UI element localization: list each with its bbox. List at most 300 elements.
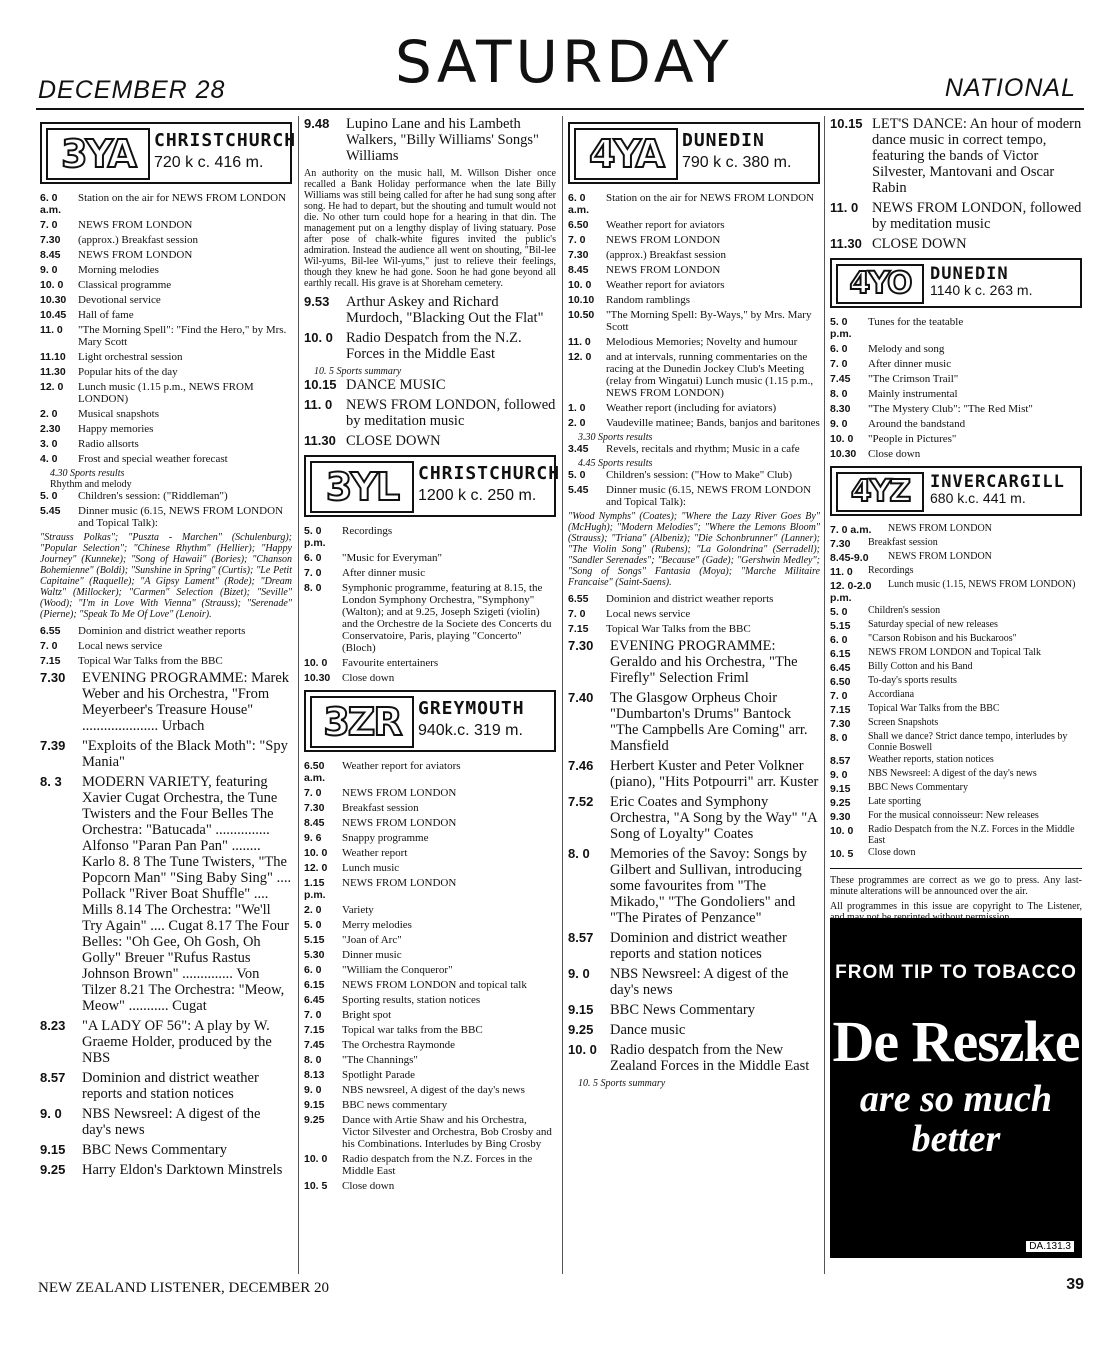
schedule-time: 5.45 xyxy=(40,505,61,517)
schedule-time: 11. 0 xyxy=(830,200,859,215)
schedule-time: 11. 0 xyxy=(830,566,853,578)
station-callsign: 3ZR xyxy=(310,696,414,748)
schedule-time: 8.57 xyxy=(40,1070,66,1085)
ad-tagline: FROM TIP TO TOBACCO xyxy=(835,962,1077,983)
schedule-description: NEWS FROM LONDON xyxy=(78,219,193,231)
schedule-description: Local news service xyxy=(78,640,163,652)
schedule-item xyxy=(40,1162,292,1178)
schedule-description: LET'S DANCE: An hour of modern dance music in correct tempo, featuring the bands of Victor Silvester, Mantovani and Oscar Rabin xyxy=(872,116,1082,196)
ad-slogan: are so much better xyxy=(859,1078,1053,1160)
schedule-item xyxy=(568,443,820,455)
schedule-item xyxy=(40,294,292,306)
schedule-list xyxy=(830,316,1082,460)
schedule-item xyxy=(304,397,556,429)
schedule-item xyxy=(304,525,556,549)
column-divider xyxy=(562,116,563,1274)
schedule-time: 8.30 xyxy=(830,403,851,415)
schedule-item xyxy=(304,760,556,784)
schedule-item xyxy=(304,832,556,844)
schedule-time: 7.30 xyxy=(830,718,851,730)
schedule-time: 6. 0 xyxy=(830,634,848,646)
column-2 xyxy=(304,116,561,1195)
schedule-item xyxy=(830,797,1082,809)
schedule-item xyxy=(304,877,556,901)
schedule-time: 9.15 xyxy=(830,783,851,795)
schedule-time: 5.15 xyxy=(304,934,325,946)
ad-brand: De Reszke xyxy=(832,1009,1080,1074)
schedule-time: 7. 0 xyxy=(40,219,58,231)
schedule-list-large xyxy=(304,294,556,362)
schedule-item xyxy=(830,236,1082,252)
schedule-description: Close down xyxy=(868,448,921,460)
schedule-description: "Music for Everyman" xyxy=(342,552,443,564)
schedule-item xyxy=(568,1022,820,1038)
schedule-description: EVENING PROGRAMME: Marek Weber and his Orchestra, "From Meyerbeer's Treasure House" ..................... Urbach xyxy=(82,670,290,734)
schedule-item xyxy=(830,620,1082,632)
schedule-description: NEWS FROM LONDON xyxy=(888,551,992,562)
schedule-time: 8.45 xyxy=(40,249,61,261)
schedule-description: Mainly instrumental xyxy=(868,388,958,400)
schedule-time: 8.57 xyxy=(568,930,594,945)
schedule-item xyxy=(568,593,820,605)
schedule-time: 12. 0 xyxy=(304,862,328,874)
schedule-description: NEWS FROM LONDON xyxy=(342,877,457,889)
schedule-description: Radio despatch from the N.Z. Forces in the Middle East xyxy=(342,1153,533,1177)
schedule-item xyxy=(830,732,1082,753)
schedule-time: 10. 0 xyxy=(568,279,592,291)
schedule-item xyxy=(568,249,820,261)
schedule-description: Harry Eldon's Darktown Minstrels xyxy=(82,1162,283,1178)
schedule-item xyxy=(830,316,1082,340)
schedule-item xyxy=(830,662,1082,674)
station-name: CHRISTCHURCH xyxy=(418,463,561,484)
schedule-item xyxy=(568,351,820,399)
schedule-item xyxy=(40,655,292,667)
column-3ya xyxy=(40,116,297,1182)
schedule-item xyxy=(568,294,820,306)
schedule-time: 12. 0 xyxy=(568,351,592,363)
schedule-description: Dominion and district weather reports and station notices xyxy=(82,1070,259,1102)
schedule-item xyxy=(40,1070,292,1102)
schedule-time: 6.45 xyxy=(304,994,325,1006)
schedule-time: 11.30 xyxy=(40,366,66,378)
schedule-time: 5. 0 xyxy=(40,490,58,502)
schedule-description: Shall we dance? Strict dance tempo, interludes by Connie Boswell xyxy=(868,731,1068,753)
schedule-item xyxy=(830,200,1082,232)
schedule-item xyxy=(304,294,556,326)
schedule-description: Morning melodies xyxy=(78,264,159,276)
schedule-description: Recordings xyxy=(868,565,914,576)
schedule-item xyxy=(304,582,556,654)
schedule-item xyxy=(830,538,1082,550)
schedule-description: NEWS FROM LONDON xyxy=(342,817,457,829)
schedule-item xyxy=(568,469,820,481)
schedule-item xyxy=(304,1069,556,1081)
schedule-item xyxy=(40,234,292,246)
schedule-item xyxy=(830,718,1082,730)
schedule-item xyxy=(304,979,556,991)
schedule-time: 12. 0 xyxy=(40,381,64,393)
schedule-time: 11.10 xyxy=(40,351,66,363)
schedule-description: Weather report for aviators xyxy=(342,760,461,772)
schedule-list xyxy=(40,192,292,465)
schedule-item xyxy=(568,623,820,635)
schedule-description: Billy Cotton and his Band xyxy=(868,661,973,672)
schedule-time: 7.15 xyxy=(830,704,851,716)
schedule-time: 7.30 xyxy=(40,234,61,246)
station-name: INVERCARGILL xyxy=(930,472,1065,492)
schedule-time: 6. 0 xyxy=(830,343,848,355)
schedule-item xyxy=(304,1009,556,1021)
station-frequency: 1140 k c. 263 m. xyxy=(930,282,1033,298)
schedule-time: 6.50 xyxy=(568,219,589,231)
schedule-item xyxy=(830,448,1082,460)
schedule-description: Radio Despatch from the N.Z. Forces in the Middle East xyxy=(346,330,522,362)
schedule-time: 10.15 xyxy=(830,116,863,131)
column-4ya xyxy=(568,116,820,1089)
schedule-item xyxy=(568,966,820,998)
schedule-description: Bright spot xyxy=(342,1009,392,1021)
schedule-description: Random ramblings xyxy=(606,294,691,306)
schedule-description: BBC News Commentary xyxy=(610,1002,755,1018)
station-header-4ya xyxy=(568,122,820,184)
schedule-time: 9.15 xyxy=(40,1142,66,1157)
schedule-item xyxy=(304,116,556,164)
schedule-item xyxy=(568,930,820,962)
schedule-description: After dinner music xyxy=(342,567,426,579)
schedule-item xyxy=(568,417,820,429)
schedule-description: Lunch music xyxy=(342,862,400,874)
footer-publication: NEW ZEALAND LISTENER, DECEMBER 20 xyxy=(38,1280,329,1296)
schedule-item xyxy=(40,625,292,637)
schedule-item xyxy=(304,1054,556,1066)
schedule-list xyxy=(568,192,820,429)
station-name: CHRISTCHURCH xyxy=(154,130,297,151)
schedule-item xyxy=(830,343,1082,355)
schedule-time: 7. 0 xyxy=(304,1009,322,1021)
schedule-time: 2. 0 xyxy=(40,408,58,420)
schedule-time: 8.45 xyxy=(568,264,589,276)
sub-item: 10. 5 Sports summary xyxy=(314,366,402,377)
schedule-time: 9.25 xyxy=(830,797,851,809)
schedule-item xyxy=(568,846,820,926)
schedule-description: CLOSE DOWN xyxy=(346,433,441,449)
schedule-item xyxy=(830,606,1082,618)
schedule-time: 10.30 xyxy=(40,294,67,306)
schedule-description: Weather report for aviators xyxy=(606,219,725,231)
schedule-time: 7. 0 xyxy=(568,608,586,620)
schedule-item xyxy=(40,640,292,652)
schedule-item xyxy=(830,433,1082,445)
schedule-time: 10. 0 xyxy=(304,657,328,669)
schedule-item xyxy=(40,490,292,502)
schedule-time: 10. 0 xyxy=(304,330,333,345)
schedule-item xyxy=(830,566,1082,578)
schedule-description: Saturday special of new releases xyxy=(868,619,998,630)
schedule-time: 9. 0 xyxy=(40,264,58,276)
station-callsign: 3YA xyxy=(46,128,150,180)
schedule-item xyxy=(830,811,1082,823)
schedule-time: 10. 0 xyxy=(40,279,64,291)
schedule-time: 5. 0 p.m. xyxy=(304,525,326,549)
schedule-item xyxy=(304,817,556,829)
schedule-description: Dance with Artie Shaw and his Orchestra, Victor Silvester and Orchestra, Bob Crosby and his Combinations. Interludes by Bing Crosby xyxy=(342,1114,552,1150)
schedule-description: Eric Coates and Symphony Orchestra, "A Song by the Way" "A Song of Loyalty" Coates xyxy=(610,794,817,842)
schedule-list xyxy=(304,760,556,1192)
schedule-description: (approx.) Breakfast session xyxy=(606,249,727,261)
schedule-item xyxy=(40,192,292,216)
schedule-item xyxy=(830,648,1082,660)
schedule-item xyxy=(304,934,556,946)
schedule-item xyxy=(304,1039,556,1051)
schedule-description: Radio Despatch from the N.Z. Forces in the Middle East xyxy=(868,824,1075,846)
schedule-item xyxy=(40,264,292,276)
schedule-description: Close down xyxy=(342,672,395,684)
schedule-description: Breakfast session xyxy=(868,537,938,548)
schedule-description: Dinner music (6.15, NEWS FROM LONDON and Topical Talk): xyxy=(78,505,284,529)
schedule-item xyxy=(304,552,556,564)
schedule-time: 10. 0 xyxy=(304,847,328,859)
schedule-time: 5.15 xyxy=(830,620,851,632)
schedule-item xyxy=(830,373,1082,385)
schedule-item xyxy=(568,279,820,291)
sub-item: 4.30 Sports results xyxy=(50,468,125,479)
schedule-description: BBC News Commentary xyxy=(82,1142,227,1158)
station-header-3ya xyxy=(40,122,297,184)
schedule-item xyxy=(568,264,820,276)
schedule-time: 7. 0 xyxy=(568,234,586,246)
schedule-item xyxy=(568,219,820,231)
schedule-time: 9.25 xyxy=(304,1114,325,1126)
schedule-item xyxy=(40,324,292,348)
schedule-description: "The Morning Spell: By-Ways," by Mrs. Mary Scott xyxy=(606,309,812,333)
schedule-time: 7.15 xyxy=(304,1024,325,1036)
schedule-time: 7. 0 xyxy=(830,690,848,702)
schedule-time: 9. 0 xyxy=(40,1106,62,1121)
schedule-item xyxy=(304,330,556,362)
schedule-description: Herbert Kuster and Peter Volkner (piano), "Hits Potpourri" arr. Kuster xyxy=(610,758,819,790)
schedule-item xyxy=(304,1114,556,1150)
station-header-4yo xyxy=(830,258,1082,308)
station-frequency: 940k.c. 319 m. xyxy=(418,722,523,739)
schedule-description: (approx.) Breakfast session xyxy=(78,234,199,246)
header-network: NATIONAL xyxy=(944,74,1076,102)
schedule-time: 8.45-9.0 xyxy=(830,552,869,564)
schedule-item xyxy=(304,567,556,579)
schedule-description: DANCE MUSIC xyxy=(346,377,446,393)
schedule-description: "Exploits of the Black Moth": "Spy Mania" xyxy=(82,738,288,770)
schedule-description: Lupino Lane and his Lambeth Walkers, "Billy Williams' Songs" Williams xyxy=(346,116,539,164)
schedule-time: 11.30 xyxy=(830,236,862,251)
schedule-item xyxy=(830,580,1082,604)
schedule-item xyxy=(568,1002,820,1018)
schedule-time: 9. 0 xyxy=(568,966,590,981)
schedule-time: 11. 0 xyxy=(568,336,591,348)
schedule-item xyxy=(568,309,820,333)
schedule-item xyxy=(40,774,292,1014)
schedule-description: Devotional service xyxy=(78,294,161,306)
schedule-list xyxy=(304,525,556,684)
schedule-description: Light orchestral session xyxy=(78,351,183,363)
header-rule xyxy=(36,108,1084,110)
schedule-item xyxy=(304,657,556,669)
schedule-item xyxy=(304,672,556,684)
schedule-time: 5. 0 xyxy=(304,919,322,931)
schedule-time: 9.53 xyxy=(304,294,330,309)
de-reszke-advertisement xyxy=(830,918,1082,1258)
schedule-description: CLOSE DOWN xyxy=(872,236,967,252)
schedule-description: Close down xyxy=(342,1180,395,1192)
schedule-item xyxy=(830,783,1082,795)
schedule-time: 5.45 xyxy=(568,484,589,496)
schedule-item xyxy=(568,690,820,754)
schedule-description: "The Crimson Trail" xyxy=(868,373,959,385)
schedule-item xyxy=(830,403,1082,415)
schedule-item xyxy=(568,1042,820,1074)
schedule-time: 5. 0 p.m. xyxy=(830,316,852,340)
schedule-description: Around the bandstand xyxy=(868,418,966,430)
schedule-time: 5.30 xyxy=(304,949,325,961)
station-frequency: 790 k c. 380 m. xyxy=(682,154,792,171)
schedule-description: Revels, recitals and rhythm; Music in a cafe xyxy=(606,443,800,455)
schedule-time: 10.10 xyxy=(568,294,595,306)
schedule-description: After dinner music xyxy=(868,358,952,370)
schedule-description: Melodious Memories; Novelty and humour xyxy=(606,336,798,348)
schedule-description: Topical War Talks from the BBC xyxy=(868,703,1000,714)
schedule-description: Local news service xyxy=(606,608,691,620)
schedule-time: 6. 0 a.m. xyxy=(568,192,590,216)
schedule-item xyxy=(40,279,292,291)
schedule-item xyxy=(830,524,1082,536)
schedule-description: Lunch music (1.15, NEWS FROM LONDON) xyxy=(888,579,1076,590)
schedule-description: Breakfast session xyxy=(342,802,419,814)
schedule-description: and at intervals, running commentaries on the racing at the Dunedin Jockey Club's Meeting (relay from Wingatui) Lunch music (1.15 p.m., NEWS FROM LONDON) xyxy=(606,351,814,399)
schedule-item xyxy=(40,738,292,770)
schedule-description: "The Morning Spell": "Find the Hero," by Mrs. Mary Scott xyxy=(78,324,287,348)
schedule-time: 8. 0 xyxy=(568,846,590,861)
schedule-description: For the musical connoisseur: New releases xyxy=(868,810,1039,821)
schedule-time: 6. 0 xyxy=(304,964,322,976)
station-callsign: 4YZ xyxy=(836,472,924,512)
schedule-description: NEWS FROM LONDON and Topical Talk xyxy=(868,647,1041,658)
schedule-time: 6.55 xyxy=(40,625,61,637)
schedule-time: 10.50 xyxy=(568,309,595,321)
schedule-time: 8. 0 xyxy=(304,1054,322,1066)
schedule-time: 7.30 xyxy=(568,249,589,261)
schedule-time: 10. 5 xyxy=(830,848,854,860)
schedule-item xyxy=(304,802,556,814)
schedule-item xyxy=(304,433,556,449)
column-4 xyxy=(830,116,1082,931)
schedule-item xyxy=(568,402,820,414)
schedule-time: 7. 0 a.m. xyxy=(830,524,872,536)
schedule-description: Arthur Askey and Richard Murdoch, "Blacking Out the Flat" xyxy=(346,294,544,326)
schedule-description: Topical War Talks from the BBC xyxy=(606,623,751,635)
schedule-list xyxy=(830,524,1082,860)
schedule-list xyxy=(40,625,292,667)
schedule-description: Recordings xyxy=(342,525,393,537)
station-header-4yz xyxy=(830,466,1082,516)
schedule-item xyxy=(830,552,1082,564)
dinner-music-note: "Strauss Polkas"; "Puszta - Marchen" (Schulenburg); "Popular Selection"; "Chinese Rhythm" (Hellier); "Happy Journey" (Kunneke); "Song of Hawaii" (Bories); "Chanson Bohemienne" (Boldi); "Sunshine in Spring" (Curtis); "Le Petit Capitaine" (Raquelle); "A Gipsy Lament" (Rode); "Dream Waltz" (Millocker); "Carmen" Selection (Bizet); "Seville" (Wood); "I'm in Love With Vienna" (Strauss); "Serenade" (Pierne); "Speak To Me Of Love" (Lenoir). xyxy=(40,532,292,620)
schedule-time: 8. 3 xyxy=(40,774,62,789)
schedule-time: 9.25 xyxy=(40,1162,66,1177)
schedule-description: Dinner music xyxy=(342,949,402,961)
schedule-time: 9. 0 xyxy=(830,769,848,781)
schedule-description: Topical war talks from the BBC xyxy=(342,1024,483,1036)
schedule-time: 7.30 xyxy=(830,538,851,550)
schedule-time: 9.25 xyxy=(568,1022,594,1037)
schedule-list-large xyxy=(304,377,556,449)
schedule-item xyxy=(40,408,292,420)
schedule-time: 7.46 xyxy=(568,758,594,773)
schedule-item xyxy=(40,505,292,529)
schedule-item xyxy=(568,192,820,216)
schedule-time: 3. 0 xyxy=(40,438,58,450)
schedule-description: Close down xyxy=(868,847,916,858)
schedule-time: 10.15 xyxy=(304,377,337,392)
schedule-description: BBC news commentary xyxy=(342,1099,448,1111)
schedule-description: "The Channings" xyxy=(342,1054,418,1066)
schedule-description: To-day's sports results xyxy=(868,675,957,686)
schedule-time: 7. 0 xyxy=(304,567,322,579)
schedule-description: Sporting results, station notices xyxy=(342,994,481,1006)
schedule-description: Spotlight Parade xyxy=(342,1069,416,1081)
sub-item: 4.45 Sports results xyxy=(578,458,653,469)
schedule-description: "Joan of Arc" xyxy=(342,934,402,946)
schedule-list-large xyxy=(304,116,556,164)
schedule-time: 10. 0 xyxy=(568,1042,597,1057)
schedule-description: NEWS FROM LONDON xyxy=(606,264,721,276)
schedule-time: 6.50 a.m. xyxy=(304,760,326,784)
schedule-time: 7.40 xyxy=(568,690,594,705)
sub-item: 10. 5 Sports summary xyxy=(578,1078,666,1089)
station-frequency: 1200 k c. 250 m. xyxy=(418,487,537,504)
schedule-description: Weather report for aviators xyxy=(606,279,725,291)
schedule-item xyxy=(830,634,1082,646)
schedule-item xyxy=(830,704,1082,716)
schedule-item xyxy=(568,758,820,790)
schedule-item xyxy=(830,358,1082,370)
schedule-time: 10.45 xyxy=(40,309,67,321)
schedule-item xyxy=(40,366,292,378)
copyright-notice xyxy=(830,868,1082,923)
schedule-description: Topical War Talks from the BBC xyxy=(78,655,223,667)
schedule-item xyxy=(568,638,820,686)
station-frequency: 720 k c. 416 m. xyxy=(154,154,264,171)
schedule-time: 12. 0-2.0 p.m. xyxy=(830,580,872,604)
schedule-time: 7. 0 xyxy=(830,358,848,370)
schedule-description: Radio allsorts xyxy=(78,438,139,450)
schedule-item xyxy=(568,234,820,246)
schedule-time: 10. 5 xyxy=(304,1180,328,1192)
schedule-description: Dominion and district weather reports and station notices xyxy=(610,930,787,962)
schedule-description: Hall of fame xyxy=(78,309,134,321)
schedule-time: 8.57 xyxy=(830,755,851,767)
schedule-time: 1. 0 xyxy=(568,402,586,414)
schedule-item xyxy=(830,755,1082,767)
schedule-item xyxy=(568,608,820,620)
schedule-time: 11.30 xyxy=(304,433,336,448)
schedule-item xyxy=(304,1153,556,1177)
schedule-description: NBS Newsreel: A digest of the day's news xyxy=(82,1106,261,1138)
schedule-list-large xyxy=(830,116,1082,252)
schedule-description: Children's session xyxy=(868,605,941,616)
schedule-description: "A LADY OF 56": A play by W. Graeme Holder, produced by the NBS xyxy=(82,1018,272,1066)
schedule-list-large xyxy=(40,670,292,1178)
schedule-description: BBC News Commentary xyxy=(868,782,968,793)
schedule-description: Station on the air for NEWS FROM LONDON xyxy=(606,192,815,204)
